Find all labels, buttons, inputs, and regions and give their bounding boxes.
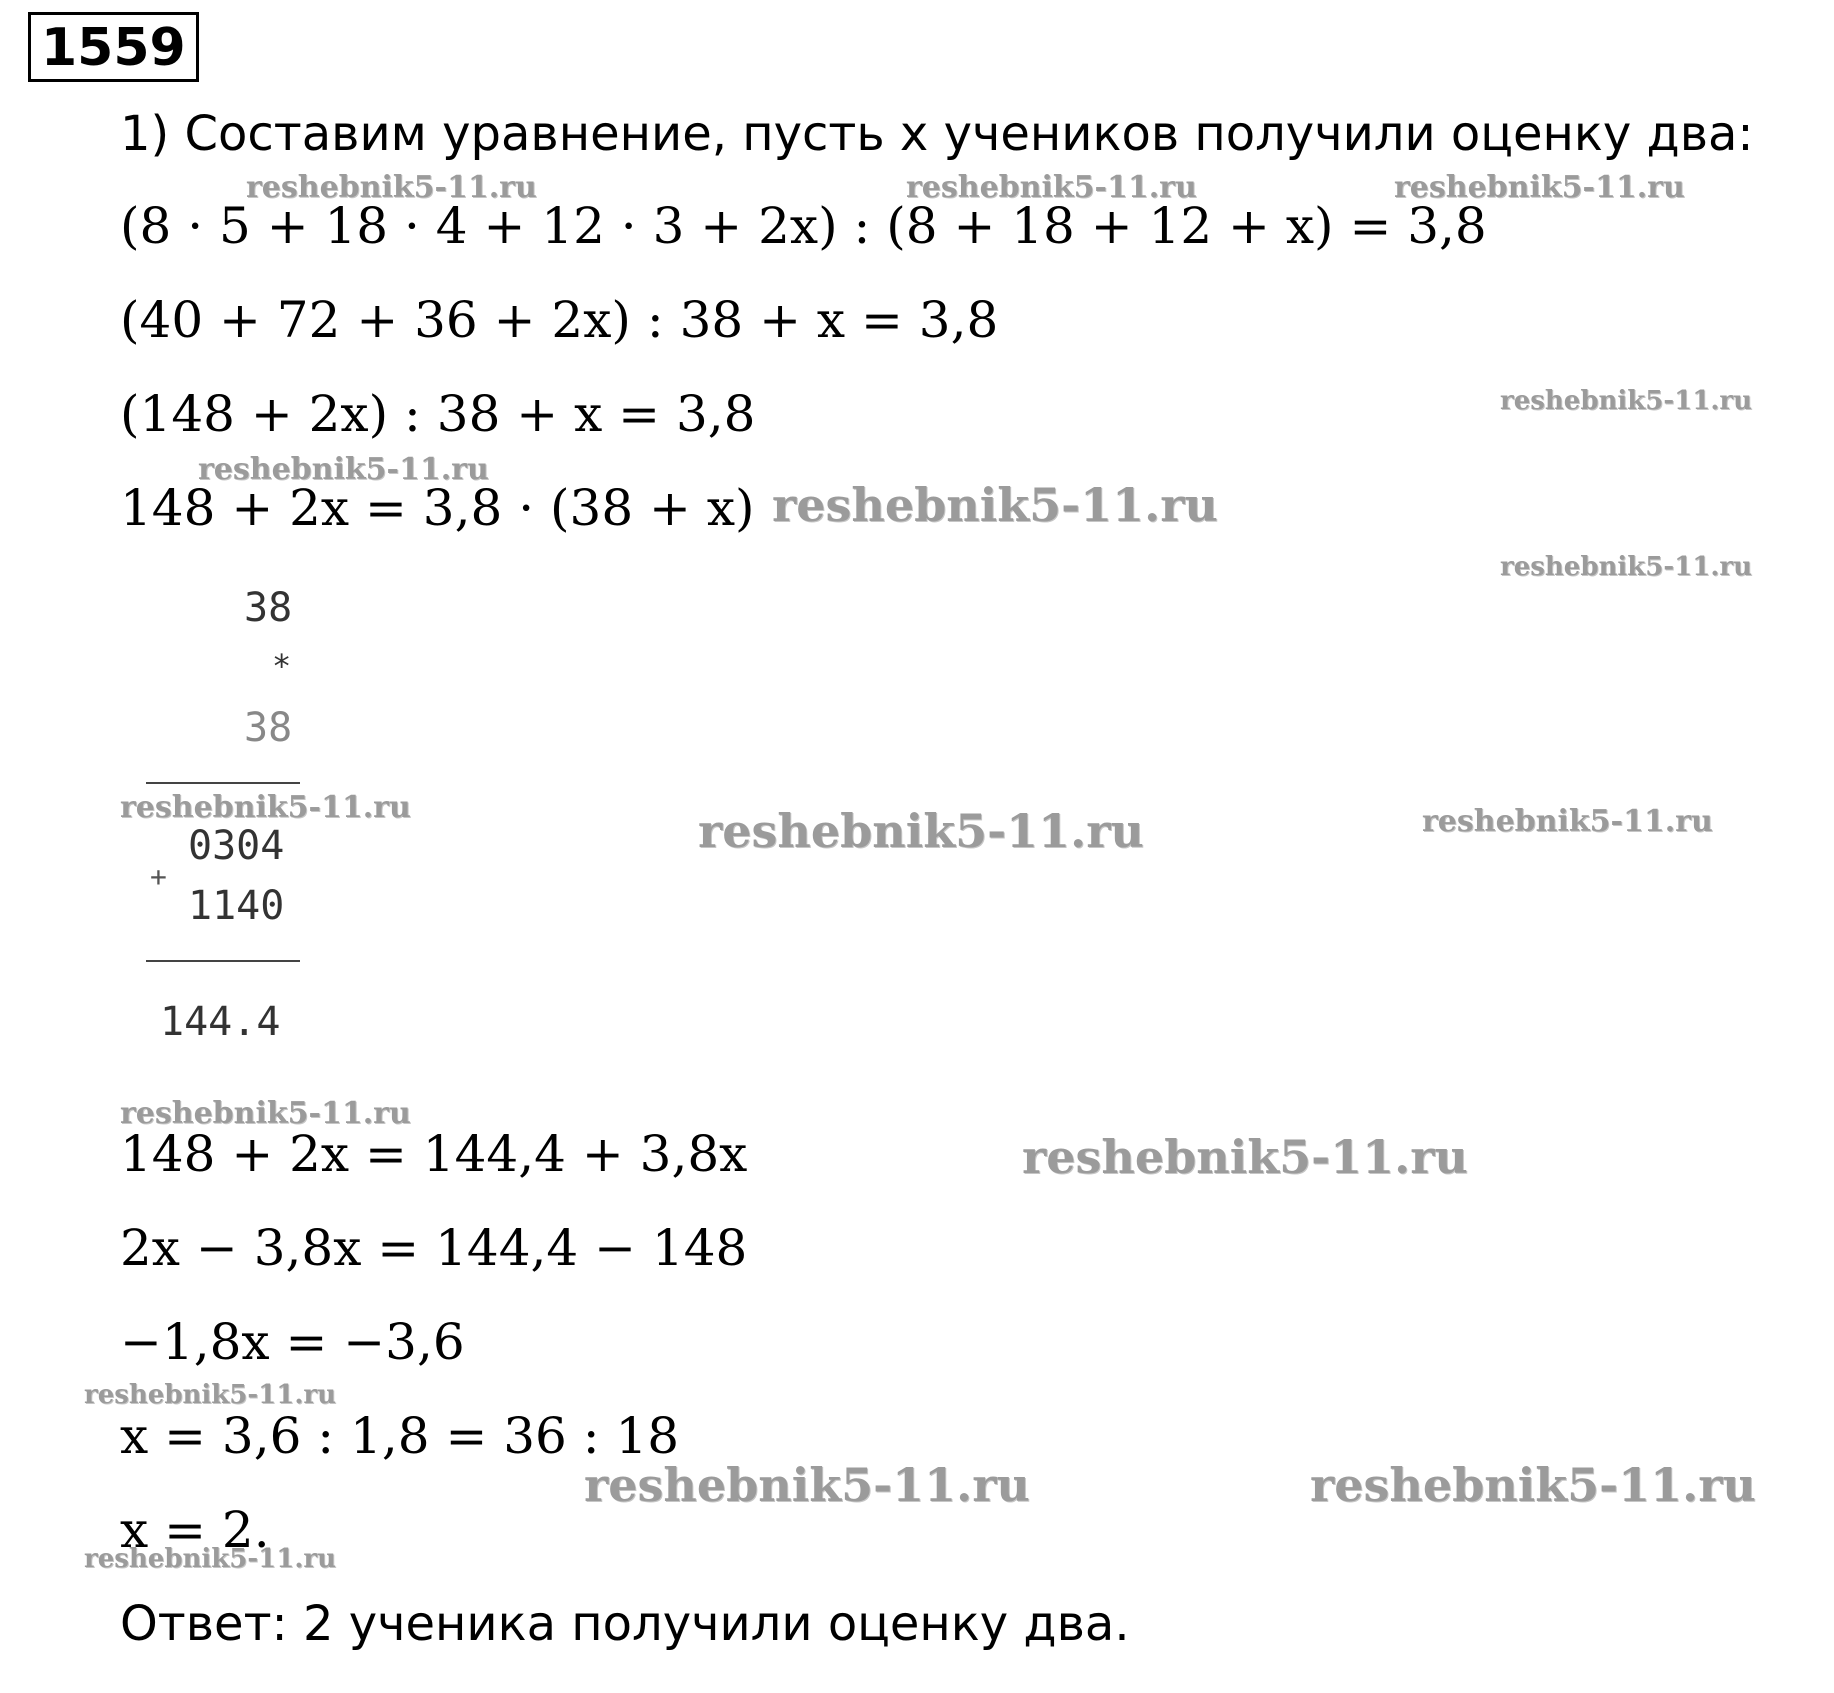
calc-plus-sign: +	[150, 860, 167, 893]
watermark: reshebnik5-11.ru	[1310, 1458, 1756, 1512]
calc-multiplicand: 38	[244, 585, 293, 631]
equation-line-2: (40 + 72 + 36 + 2x) : 38 + x = 3,8	[120, 291, 999, 349]
watermark: reshebnik5-11.ru	[1394, 170, 1685, 205]
equation-line-1: (8 · 5 + 18 · 4 + 12 · 3 + 2x) : (8 + 18 + 12 + x) = 3,8	[120, 197, 1487, 255]
equation-line-8: x = 3,6 : 1,8 = 36 : 18	[120, 1407, 680, 1465]
calc-rule-top	[146, 782, 300, 784]
watermark: reshebnik5-11.ru	[84, 1544, 337, 1574]
watermark: reshebnik5-11.ru	[84, 1380, 337, 1410]
equation-line-7: −1,8x = −3,6	[120, 1313, 465, 1371]
equation-line-3: (148 + 2x) : 38 + x = 3,8	[120, 385, 756, 443]
calc-result: 144.4	[160, 999, 281, 1045]
watermark: reshebnik5-11.ru	[1500, 386, 1753, 416]
answer-line: Ответ: 2 ученика получили оценку два.	[120, 1596, 1130, 1652]
problem-number: 1559	[28, 12, 199, 82]
watermark: reshebnik5-11.ru	[1022, 1130, 1468, 1184]
calc-operator: *	[272, 647, 292, 685]
watermark: reshebnik5-11.ru	[1500, 552, 1753, 582]
watermark: reshebnik5-11.ru	[120, 1096, 411, 1131]
watermark: reshebnik5-11.ru	[120, 790, 411, 825]
equation-line-9: x = 2.	[120, 1501, 270, 1559]
watermark: reshebnik5-11.ru	[198, 452, 489, 487]
calc-partial-1: 0304	[188, 823, 285, 869]
calc-rule-bottom	[146, 960, 300, 962]
watermark: reshebnik5-11.ru	[772, 478, 1218, 532]
equation-line-5: 148 + 2x = 144,4 + 3,8x	[120, 1125, 748, 1183]
calc-partial-2: 1140	[188, 883, 285, 929]
watermark: reshebnik5-11.ru	[698, 804, 1144, 858]
watermark: reshebnik5-11.ru	[246, 170, 537, 205]
solution-intro: 1) Составим уравнение, пусть x учеников получили оценку два:	[120, 106, 1754, 162]
watermark: reshebnik5-11.ru	[906, 170, 1197, 205]
equation-line-6: 2x − 3,8x = 144,4 − 148	[120, 1219, 748, 1277]
calc-multiplier: 38	[244, 705, 293, 751]
watermark: reshebnik5-11.ru	[584, 1458, 1030, 1512]
watermark: reshebnik5-11.ru	[1422, 804, 1713, 839]
equation-line-4: 148 + 2x = 3,8 · (38 + x)	[120, 479, 755, 537]
